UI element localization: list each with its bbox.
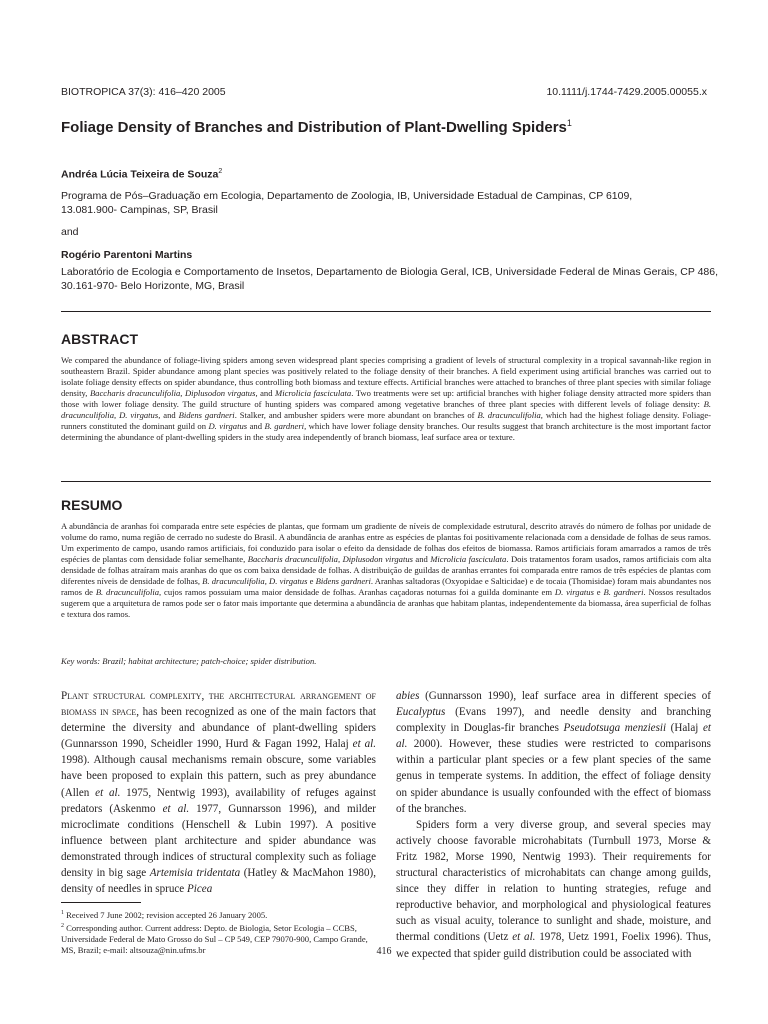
text-run: , <box>114 410 120 420</box>
resumo-text <box>61 521 711 620</box>
et-al: et al. <box>352 738 377 751</box>
footnote-text: Corresponding author. Current address: Depto. de Biologia, Setor Ecologia – CCBS, Universidade Federal de Mato Grosso do Sul – CP 549, CEP 79070-900, Campo Grande, MS, Brazil; e-mail: altsouza@nin.ufms.br <box>61 922 368 955</box>
species-name: B. dracunculifolia <box>202 576 265 586</box>
text-run: A abundância de aranhas foi comparada entre sete espécies de plantas, que formam um gradiente de níveis de complexidade estrutural, descrito através do número de folhas por unidade de volume do ramo, numa região de cerrado no sudeste do Brasil. A abundância de aranhas entre as espécies de plantas foi positivamente relacionada com a densidade de folhas de seus ramos. Um experimento de campo, usando ramos artificiais, foi conduzido para isolar o efeito da densidade de folhas dos efeitos de biomassa. Ramos artificiais foram amarrados a ramos de três espécies de plantas com densidade foliar semelhante, <box>61 521 711 564</box>
doi: 10.1111/j.1744-7429.2005.00055.x <box>546 86 707 98</box>
text-run: , <box>337 554 343 564</box>
abstract-text <box>61 355 711 443</box>
footnote-mark: 1 <box>61 910 64 916</box>
text-run: . Nossos resultados sugerem que a arquitetura de ramos pode ser o fator mais importante que determina a abundância de aranhas que habitam plantas, independentemente da biomassa, área superficial de folhas e textura dos ramos. <box>61 587 711 619</box>
text-run: (Gunnarsson 1990), leaf surface area in different species of <box>419 690 711 702</box>
journal-citation: BIOTROPICA 37(3): 416–420 2005 <box>61 86 226 98</box>
et-al: et al. <box>512 931 536 944</box>
text-run: , which had the highest foliage density. Foliage-runners constituted the dominant guild on <box>61 410 712 431</box>
species-name: Pseudotsuga menziesii <box>563 722 667 735</box>
text-run: (Halaj <box>666 722 703 735</box>
text-run: 2000). However, these studies were restricted to comparisons within a particular plant species or a few plant species of the same genus in temperate systems. In addition, the effect of foliage density on spider abundance is usually confounded with the effect of biomass of the branches. <box>396 738 711 815</box>
text-run: Spiders form a very diverse group, and several species may actively choose favorable microhabitats (Turnbull 1973, Morse & Fritz 1982, Morse 1990, Nentwig 1993). Their requirements for structural characteristics of microhabitats can change among guilds, since they differ in relation to hunting strategies, refuge and reproductive behavior, and morphological and physiological features such as visual acuity, tolerance to sunlight and shade, moisture, and thermal conditions (Uetz <box>396 818 711 944</box>
author-2 <box>61 249 192 261</box>
footnote <box>61 908 371 921</box>
species-name: Baccharis dracunculifolia <box>89 388 181 398</box>
footnote-mark: 2 <box>61 922 64 929</box>
text-run: 1975, Nentwig 1993), availability of refuges against predators (Askenmo <box>61 786 376 815</box>
paragraph <box>396 817 711 962</box>
section-divider <box>61 481 711 482</box>
species-name: D. virgatus <box>119 410 159 420</box>
article-title <box>61 118 711 136</box>
text-run: and <box>412 554 431 564</box>
lead-in: Plant structural complexity, the architectural arrangement of biomass in space <box>61 690 376 719</box>
affiliation-line: Laboratório de Ecologia e Comportamento de Insetos, Departamento de Biologia Geral, ICB, Universidade Federal de Minas Gerais, CP 486, <box>61 266 718 278</box>
text-run: , and <box>158 410 179 420</box>
species-name: B. dracunculifolia <box>477 410 541 420</box>
body-column-right <box>396 688 711 962</box>
species-name: D. virgatus <box>554 587 594 597</box>
species-name: Bidens gardneri <box>178 410 235 420</box>
species-name: Bidens gardneri <box>315 576 371 586</box>
et-al: et al. <box>162 802 190 815</box>
keywords: Key words: Brazil; habitat architecture; patch-choice; spider distribution. <box>61 656 317 666</box>
section-divider <box>61 311 711 312</box>
species-name: Eucalyptus <box>396 706 446 719</box>
species-name: Artemisia tridentata <box>149 867 241 880</box>
species-name: B. gardneri <box>603 587 644 597</box>
text-run: . Dois tratamentos foram usados, ramos artificiais com alta densidade de folhas atraíram mais aranhas do que os com baixa densidade de folhas. A distribuição de guildas de aranhas errantes foi comparada entre ramos de três espécies de plantas com diferentes níveis de densidade de folhas, <box>61 554 712 586</box>
text-run: . Aranhas saltadoras (Oxyopidae e Salticidae) e de tocaia (Thomisidae) foram mais abundantes nos ramos de <box>61 576 711 597</box>
et-al: et al. <box>95 786 121 799</box>
author-2-name: Rogério Parentoni Martins <box>61 249 193 261</box>
species-name: B. dracunculifolia <box>61 399 711 420</box>
text-run: (Hatley & MacMahon 1980), density of needles in spruce <box>61 867 376 896</box>
paragraph <box>61 688 376 897</box>
species-name: Microlicia fasciculata <box>430 554 507 564</box>
text-run: 1998). Although causal mechanisms remain obscure, some variables have been proposed to explain this pattern, such as prey abundance (Allen <box>61 754 376 799</box>
text-run: e <box>307 576 316 586</box>
text-run: . Two treatments were set up: artificial branches with higher foliage density attracted more spiders than those with lower foliage density. The guild structure of hunting spiders was compared among vegetative branches of three plant species with different levels of foliage density: <box>61 388 712 409</box>
text-run: . Stalker, and ambusher spiders were more abundant on branches of <box>234 410 478 420</box>
species-name: D. virgatus <box>269 576 308 586</box>
species-name: abies <box>396 690 420 702</box>
footnote-text: Received 7 June 2002; revision accepted 26 January 2005. <box>64 909 268 920</box>
text-run: , which have lower foliage density branches. Our results suggest that branch architecture is the most important factor determining the abundance of plant-dwelling spiders in the study area independently of branch biomass, leaf surface area or texture. <box>61 421 711 442</box>
species-name: Microlicia fasciculata <box>275 388 352 398</box>
title-footnote-mark: 1 <box>566 118 572 128</box>
author-1-mark: 2 <box>218 168 223 175</box>
title-text: Foliage Density of Branches and Distribution of Plant-Dwelling Spiders <box>61 119 567 136</box>
species-name: B. dracunculifolia <box>95 587 160 597</box>
resumo-heading: RESUMO <box>61 497 123 513</box>
text-run: and <box>247 421 265 431</box>
text-run: , cujos ramos possuiam uma maior densidade de folhas. Aranhas caçadoras noturnas foi a guilda dominante em <box>159 587 555 597</box>
text-run: e <box>593 587 604 597</box>
footnote-divider <box>61 902 141 903</box>
species-name: B. gardneri <box>264 421 305 431</box>
species-name: Diplusodon virgatus <box>342 554 413 564</box>
affiliation-line: Programa de Pós–Graduação em Ecologia, Departamento de Zoologia, IB, Universidade Estadual de Campinas, CP 6109, <box>61 190 633 202</box>
text-run: (Evans 1997), and needle density and branching complexity in Douglas-fir branches <box>396 706 711 735</box>
text-run: , <box>264 576 270 586</box>
author-conjunction: and <box>61 226 79 238</box>
text-run: We compared the abundance of foliage-living spiders among seven widespread plant species comprising a gradient of levels of structural complexity in a tropical savannah-like region in southeastern Brazil. Spider abundance among plant species was positively related to the foliage density of their branches. A field experiment using artificial branches was carried out to isolate foliage density effects on spider abundance, thus controlling both biomass and texture effects. Artificial branches were attached to branches of three plant species with similar foliage density, <box>61 355 711 398</box>
affiliation-line: 30.161-970- Belo Horizonte, MG, Brasil <box>61 279 245 292</box>
text-run: , and <box>255 388 276 398</box>
page-number: 416 <box>376 946 392 957</box>
author-1-affiliation <box>61 190 721 217</box>
text-run: , <box>180 388 185 398</box>
abstract-heading: ABSTRACT <box>61 331 138 347</box>
species-name: Diplusodon virgatus <box>184 388 256 398</box>
et-al: et al. <box>396 722 712 751</box>
author-1-name: Andréa Lúcia Teixeira de Souza <box>61 168 219 181</box>
author-2-affiliation <box>61 266 721 293</box>
text-run: 1978, Uetz 1991, Foelix 1996). Thus, we expected that spider guild distribution could be associated with <box>396 931 711 960</box>
paragraph <box>396 688 711 817</box>
affiliation-line: 13.081.900- Campinas, SP, Brasil <box>61 203 218 216</box>
body-column-left <box>61 688 376 897</box>
author-1 <box>61 168 222 181</box>
species-name: Picea <box>187 883 213 896</box>
species-name: D. virgatus <box>208 421 248 431</box>
text-run: , has been recognized as one of the main factors that determine the diversity and abundance of plant-dwelling spiders (Gunnarsson 1990, Scheidler 1990, Hurd & Fagan 1992, Halaj <box>61 706 377 751</box>
text-run: 1977, Gunnarsson 1996), and milder microclimate conditions (Henschell & Lubin 1997). A positive influence between plant architecture and spider abundance was demonstrated through indices of structural complexity such as foliage density in big sage <box>61 802 377 880</box>
species-name: Baccharis dracunculifolia <box>247 554 338 564</box>
